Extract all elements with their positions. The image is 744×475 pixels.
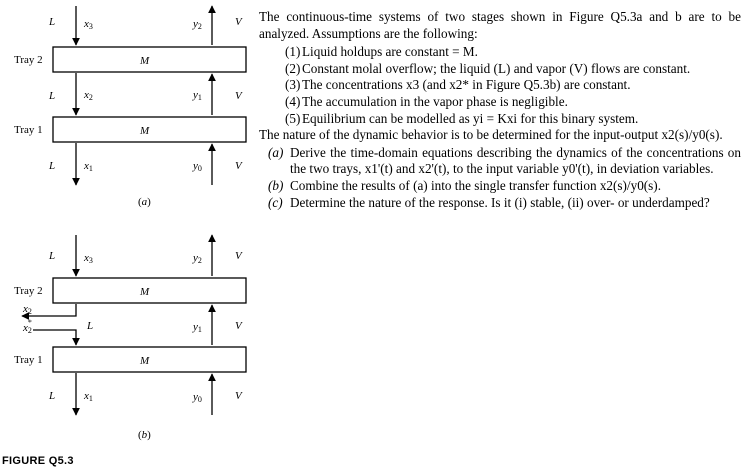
vapor-V-label: V (235, 16, 242, 28)
list-item: (2) Constant molal overflow; the liquid (L) and vapor (V) flows are constant. (285, 60, 691, 76)
vapor-V-label: V (235, 160, 242, 172)
list-item: (a) Derive the time-domain equations describing the dynamics of the concentrations on the two trays, x1'(t) and x2'(t), to the input variable y0'(t), in deviation variables. (268, 144, 741, 177)
liquid-L-label: L (87, 320, 94, 332)
tray-2-box-a (53, 47, 246, 72)
tray-1-box-a (53, 117, 246, 142)
liquid-L-label: L (49, 160, 56, 172)
liquid-L-label: L (49, 390, 56, 402)
tray-2-label-b: Tray 2 (14, 285, 43, 297)
tray-1-holdup-a: M (140, 125, 150, 137)
x1-label-a: x1 (84, 160, 93, 173)
x2-side-label-b: x2 (23, 303, 32, 316)
y1-label-a: y1 (193, 89, 202, 102)
liquid-L-label: L (49, 90, 56, 102)
y0-label-b: y0 (193, 391, 202, 404)
y2-label-a: y2 (193, 18, 202, 31)
y0-label-a: y0 (193, 160, 202, 173)
liquid-L-label: L (49, 250, 56, 262)
tray-1-label-a: Tray 1 (14, 124, 43, 136)
assumptions-list (259, 44, 741, 127)
tray-1-holdup-b: M (140, 355, 150, 367)
x2-label-a: x2 (84, 89, 93, 102)
tray-2-box-b (53, 278, 246, 303)
list-item: (c) Determine the nature of the response. Is it (i) stable, (ii) over- or underdamped? (268, 194, 710, 210)
liquid-L-label: L (49, 16, 56, 28)
dynamic-behavior-statement: The nature of the dynamic behavior is to be determined for the input-output x2(s)/y0(s). (259, 127, 723, 143)
list-item: (4) The accumulation in the vapor phase is negligible. (285, 93, 568, 109)
diagram-a-sublabel: (a) (138, 196, 151, 208)
tray-2-label-a: Tray 2 (14, 54, 43, 66)
diagram-b-sublabel: (b) (138, 429, 151, 441)
tray-1-box-b (53, 347, 246, 372)
diagram-b (14, 235, 246, 441)
y2-label-b: y2 (193, 252, 202, 265)
x1-label-b: x1 (84, 390, 93, 403)
vapor-V-label: V (235, 320, 242, 332)
tray-2-holdup-b: M (140, 286, 150, 298)
vapor-V-label: V (235, 90, 242, 102)
vapor-V-label: V (235, 390, 242, 402)
diagram-a (14, 6, 246, 208)
vapor-V-label: V (235, 250, 242, 262)
figure-caption: FIGURE Q5.3 (2, 455, 74, 467)
problem-text (259, 9, 741, 211)
list-item: (1) Liquid holdups are constant = M. (285, 44, 478, 60)
tray-2-holdup-a: M (140, 55, 150, 67)
tray-1-label-b: Tray 1 (14, 354, 43, 366)
x2star-label-b: x2* (23, 318, 32, 335)
list-item: (b) Combine the results of (a) into the single transfer function x2(s)/y0(s). (268, 177, 661, 193)
list-item: (3) The concentrations x3 (and x2* in Figure Q5.3b) are constant. (285, 77, 631, 93)
list-item: (5) Equilibrium can be modelled as yi = Kxi for this binary system. (285, 110, 639, 126)
x3-label-b: x3 (84, 252, 93, 265)
problem-intro: The continuous-time systems of two stages shown in Figure Q5.3a and b are to be analyzed. Assumptions are the following: (259, 9, 741, 41)
feed-in-arrow-b (33, 330, 76, 345)
y1-label-b: y1 (193, 321, 202, 334)
questions-list (259, 145, 741, 211)
x3-label-a: x3 (84, 18, 93, 31)
